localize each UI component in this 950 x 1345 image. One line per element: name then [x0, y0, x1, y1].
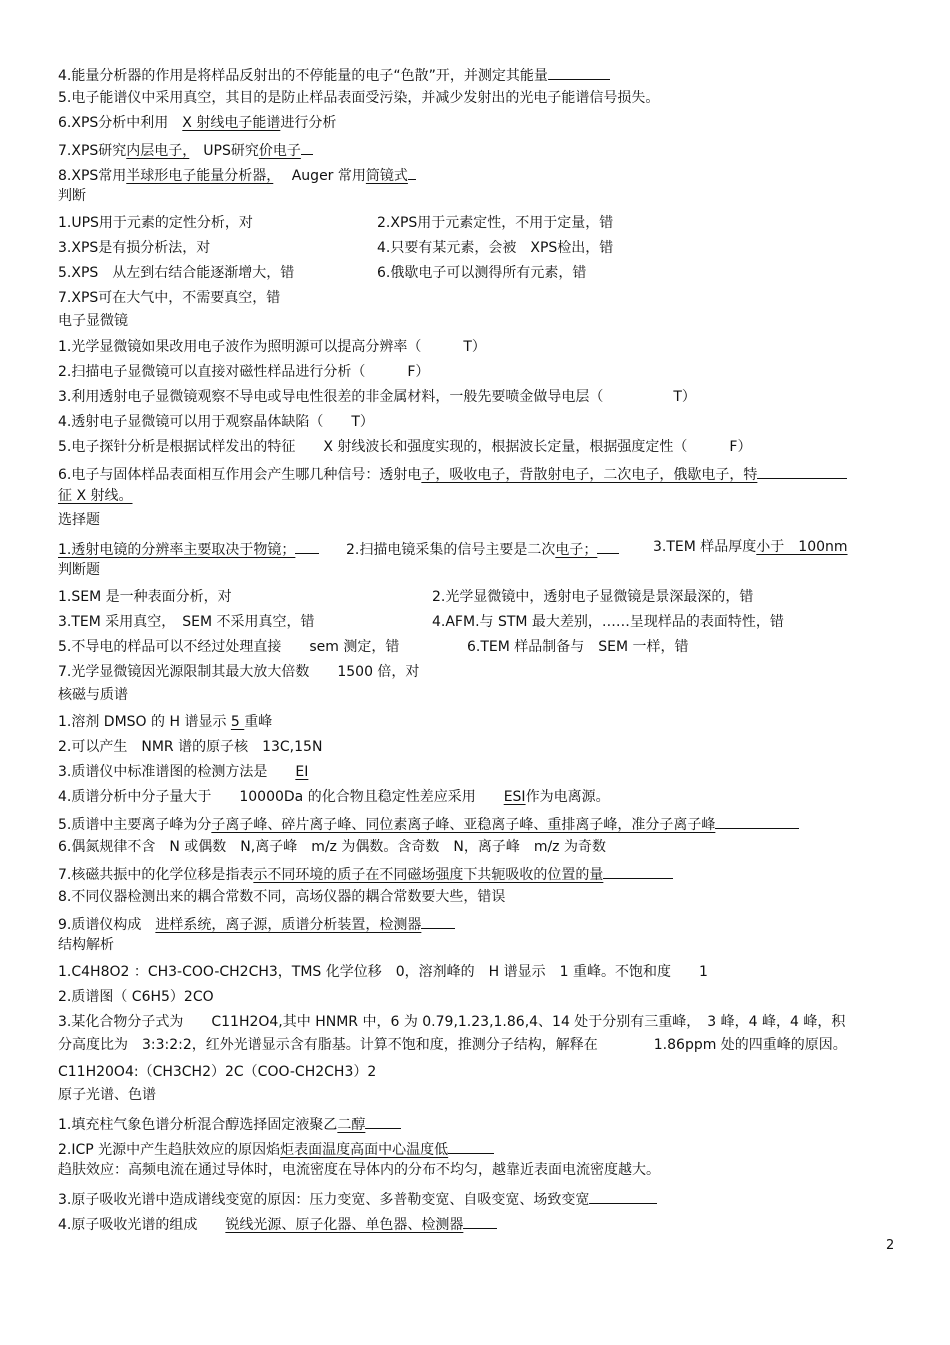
choice-1: 1.透射电镜的分辨率主要取决于物镜； [58, 538, 319, 559]
judge2-7: 7.光学显微镜因光源限制其最大放大倍数 1500 倍，对 [58, 664, 420, 680]
choice-3: 3.TEM 样品厚度小于 100nm [653, 539, 848, 555]
heading-choice: 选择题 [58, 512, 100, 528]
heading-judge: 判断 [58, 188, 86, 204]
nmr-1: 1.溶剂 DMSO 的 H 谱显示 5 重峰 [58, 714, 273, 730]
heading-atomic-spectra: 原子光谱、色谱 [58, 1087, 156, 1103]
em-2: 2.扫描电子显微镜可以直接对磁性样品进行分析（ F） [58, 364, 430, 380]
em-5: 5.电子探针分析是根据试样发出的特征 X 射线波长和强度实现的，根据波长定量，根据强度定性（ F） [58, 439, 752, 455]
struct-3-cont: 分高度比为 3:3:2:2，红外光谱显示含有脂基。计算不饱和度，推测分子结构，解释在 1.86ppm 处的四重峰的原因。 [58, 1037, 847, 1053]
nmr-2: 2.可以产生 NMR 谱的原子核 13C,15N [58, 739, 323, 755]
judge-2: 2.XPS用于元素定性，不用于定量，错 [377, 215, 614, 231]
nmr-4: 4.质谱分析中分子量大于 10000Da 的化合物且稳定性差应采用 ESI作为电离源。 [58, 789, 610, 805]
judge2-2: 2.光学显微镜中，透射电子显微镜是景深最深的，错 [432, 589, 754, 605]
em-6: 6.电子与固体样品表面相互作用会产生哪几种信号：透射电子，吸收电子，背散射电子，二次电子，俄歇电子，特 [58, 463, 847, 484]
page-number: 2 [886, 1238, 895, 1253]
atomic-2: 2.ICP 光源中产生趋肤效应的原因焰炬表面温度高面中心温度低 [58, 1138, 494, 1159]
judge-5: 5.XPS 从左到右结合能逐渐增大，错 [58, 265, 295, 281]
struct-answer: C11H20O4:（CH3CH2）2C（COO-CH2CH3）2 [58, 1064, 377, 1080]
struct-1: 1.C4H8O2 ：CH3-COO-CH2CH3，TMS 化学位移 0，溶剂峰的 H 谱显示 1 重峰。不饱和度 1 [58, 964, 708, 980]
em-1: 1.光学显微镜如果改用电子波作为照明源可以提高分辨率（ T） [58, 339, 486, 355]
heading-judge-2: 判断题 [58, 562, 100, 578]
atomic-skin-effect: 趋肤效应：高频电流在通过导体时，电流密度在导体内的分布不均匀，越靠近表面电流密度越大。 [58, 1162, 660, 1178]
nmr-3: 3.质谱仪中标准谱图的检测方法是 EI [58, 764, 309, 780]
heading-nmr-ms: 核磁与质谱 [58, 687, 128, 703]
judge-3: 3.XPS是有损分析法，对 [58, 240, 211, 256]
em-3: 3.利用透射电子显微镜观察不导电或导电性很差的非金属材料，一般先要喷金做导电层（ T） [58, 389, 696, 405]
line-xps-use: 6.XPS分析中利用 X 射线电子能谱进行分析 [58, 115, 337, 131]
choice-2: 2.扫描电镜采集的信号主要是二次电子； [346, 538, 619, 559]
judge-1: 1.UPS用于元素的定性分析，对 [58, 215, 253, 231]
struct-3: 3.某化合物分子式为 C11H2O4,其中 HNMR 中，6 为 0.79,1.23,1.86,4、14 处于分别有三重峰， 3 峰，4 峰，4 峰，积 [58, 1014, 846, 1030]
em-4: 4.透射电子显微镜可以用于观察晶体缺陷（ T） [58, 414, 374, 430]
line-vacuum: 5.电子能谱仪中采用真空，其目的是防止样品表面受污染，并减少发射出的光电子能谱信号损失。 [58, 90, 660, 106]
judge2-6: 6.TEM 样品制备与 SEM 一样，错 [467, 639, 689, 655]
atomic-3: 3.原子吸收光谱中造成谱线变宽的原因：压力变宽、多普勒变宽、自吸变宽、场致变宽 [58, 1188, 657, 1209]
em-6-cont: 征 X 射线。 [58, 488, 133, 504]
judge-6: 6.俄歇电子可以测得所有元素，错 [377, 265, 587, 281]
judge2-3: 3.TEM 采用真空， SEM 不采用真空，错 [58, 614, 315, 630]
heading-microscope: 电子显微镜 [58, 313, 128, 329]
atomic-1: 1.填充柱气象色谱分析混合醇选择固定液聚乙二醇 [58, 1113, 401, 1134]
judge-4: 4.只要有某元素，会被 XPS检出，错 [377, 240, 614, 256]
line-analyzer-types: 8.XPS常用半球形电子能量分析器， Auger 常用筒镜式 [58, 164, 416, 185]
nmr-6: 6.偶氮规律不含 N 或偶数 N,离子峰 m/z 为偶数。含奇数 N，离子峰 m/z 为奇数 [58, 839, 606, 855]
nmr-8: 8.不同仪器检测出来的耦合常数不同，高场仪器的耦合常数要大些，错误 [58, 889, 506, 905]
nmr-9: 9.质谱仪构成 进样系统，离子源，质谱分析装置，检测器 [58, 913, 455, 934]
nmr-5: 5.质谱中主要离子峰为分子离子峰、碎片离子峰、同位素离子峰、亚稳离子峰、重排离子峰，准分子离子峰 [58, 813, 799, 834]
judge2-4: 4.AFM.与 STM 最大差别，……呈现样品的表面特性，错 [432, 614, 784, 630]
judge-7: 7.XPS可在大气中，不需要真空，错 [58, 290, 281, 306]
atomic-4: 4.原子吸收光谱的组成 锐线光源、原子化器、单色器、检测器 [58, 1213, 497, 1234]
judge2-1: 1.SEM 是一种表面分析，对 [58, 589, 232, 605]
line-xps-analyzer: 4.能量分析器的作用是将样品反射出的不停能量的电子“色散”开，并测定其能量 [58, 64, 610, 85]
judge2-5: 5.不导电的样品可以不经过处理直接 sem 测定，错 [58, 639, 400, 655]
line-xps-ups: 7.XPS研究内层电子， UPS研究价电子 [58, 139, 313, 160]
nmr-7: 7.核磁共振中的化学位移是指表示不同环境的质子在不同磁场强度下共轭吸收的位置的量 [58, 863, 673, 884]
struct-2: 2.质谱图（ C6H5）2CO [58, 989, 214, 1005]
heading-structure: 结构解析 [58, 937, 114, 953]
